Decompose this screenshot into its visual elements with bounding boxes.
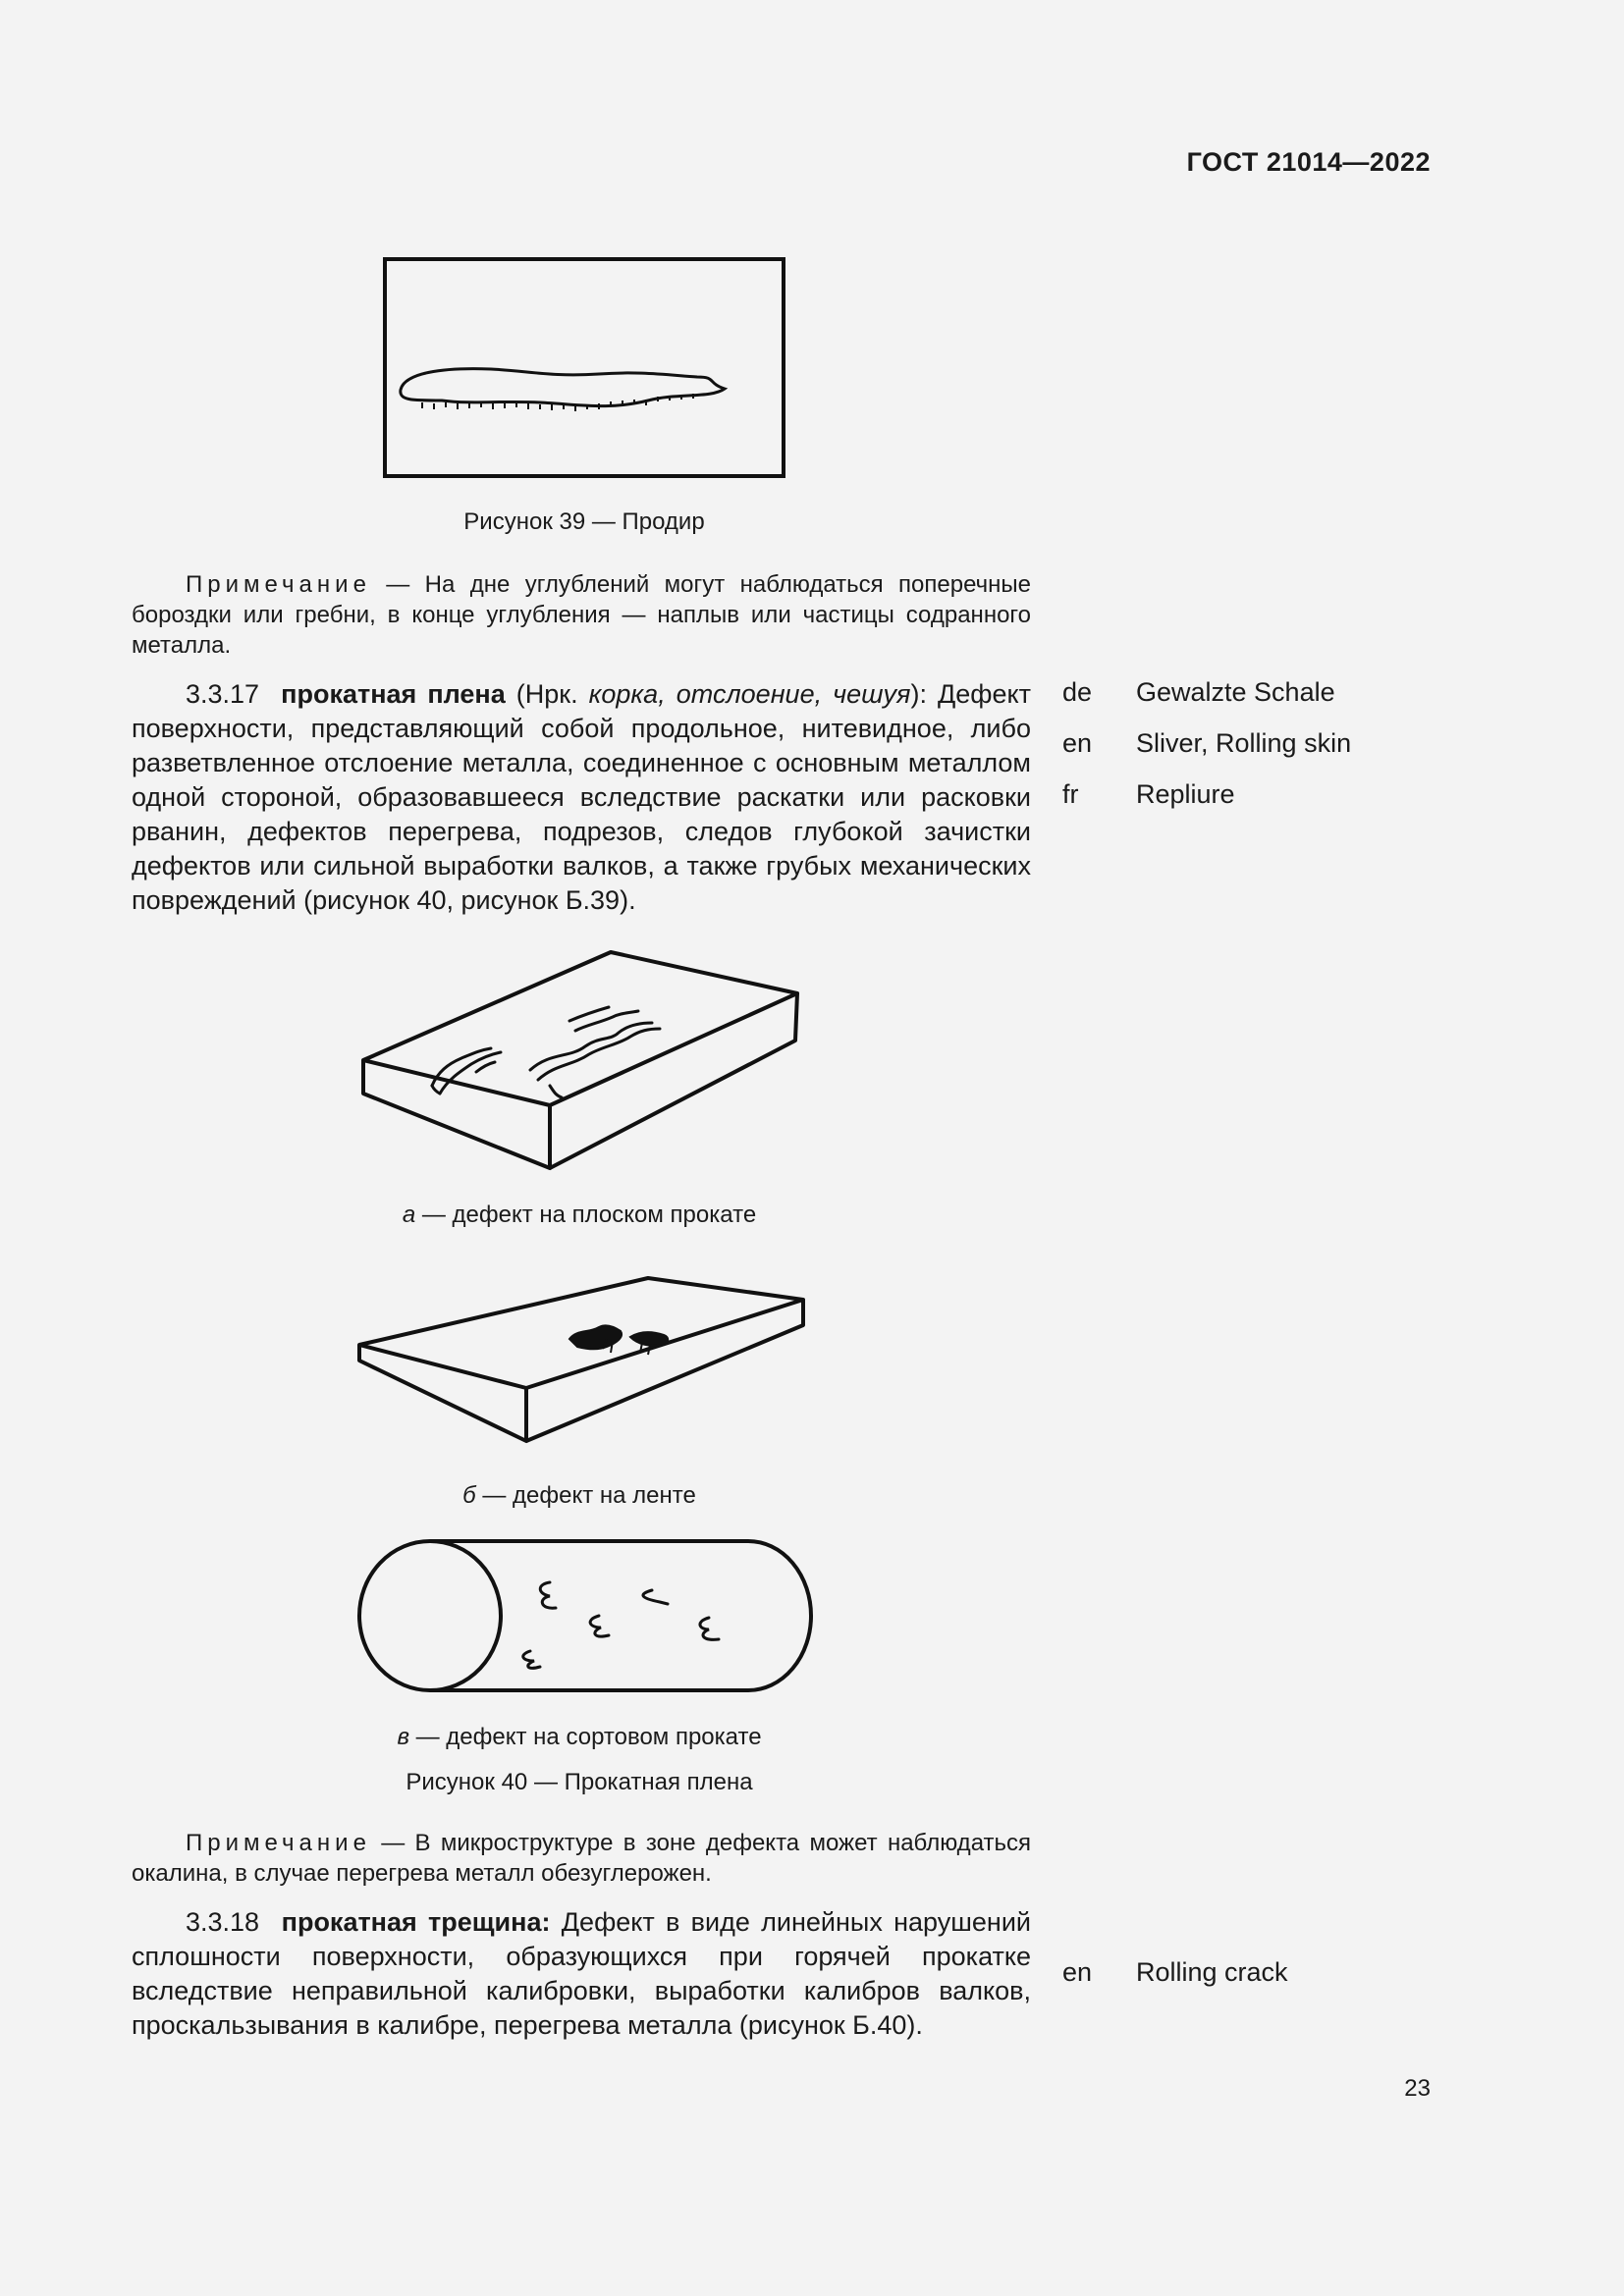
note-1-label: Примечание bbox=[186, 571, 371, 598]
figure-40a-drawing bbox=[353, 942, 805, 1178]
figure-39-drawing bbox=[383, 257, 785, 478]
figure-40c-drawing bbox=[355, 1537, 817, 1694]
document-code: ГОСТ 21014—2022 bbox=[1186, 147, 1431, 177]
subfigure-text: — дефект на ленте bbox=[475, 1482, 696, 1509]
term-name: прокатная трещина: bbox=[281, 1907, 551, 1937]
lang-term: Rolling crack bbox=[1136, 1957, 1288, 1987]
term-name: прокатная плена bbox=[281, 679, 506, 709]
lang-code: de bbox=[1062, 677, 1093, 707]
term-paren-open: (Нрк. bbox=[505, 679, 589, 709]
lang-code: en bbox=[1062, 728, 1093, 758]
term-paren-close: ): bbox=[910, 679, 938, 709]
page-number: 23 bbox=[1404, 2075, 1431, 2102]
subfigure-letter: в bbox=[397, 1724, 409, 1750]
non-recommended-terms: корка, отслоение, чешуя bbox=[588, 679, 911, 709]
figure-40-caption: Рисунок 40 — Прокатная плена bbox=[406, 1769, 753, 1795]
subfigure-text: — дефект на сортовом прокате bbox=[408, 1724, 762, 1750]
term-number: 3.3.17 bbox=[186, 679, 260, 709]
note-2-label: Примечание bbox=[186, 1830, 371, 1856]
term-definition: Дефект в виде линейных нарушений сплошности поверхности, образующихся при горячей прокатке вследствие неправильной калибровки, выработки калибров валков, проскальзывания в калибре, перегрева металла (рисунок Б.40). bbox=[132, 1907, 1031, 2040]
lang-code: en bbox=[1062, 1957, 1093, 1987]
subfigure-letter: а bbox=[402, 1201, 416, 1228]
subfigure-text: — дефект на плоском прокате bbox=[415, 1201, 757, 1228]
note-2-text: — В микроструктуре в зоне дефекта может наблюдаться окалина, в случае перегрева металл обезуглерожен. bbox=[132, 1830, 1031, 1887]
subfigure-letter: б bbox=[462, 1482, 476, 1509]
term-3-3-17 bbox=[132, 677, 1031, 918]
note-2 bbox=[132, 1828, 1031, 1889]
note-1 bbox=[132, 569, 1031, 661]
figure-40b-caption bbox=[255, 1482, 903, 1510]
lang-code: fr bbox=[1062, 779, 1079, 809]
term-3-3-18 bbox=[132, 1905, 1031, 2043]
figure-39-caption: Рисунок 39 — Продир bbox=[463, 508, 705, 535]
term-definition: Дефект поверхности, представляющий собой продольное, нитевидное, либо разветвленное отслоение металла, соединенное с основным металлом одной стороной, образовавшееся вследствие раскатки или расковки рванин, дефектов перегрева, подрезов, следов глубокой зачистки дефектов или сильной выработки валков, а также грубых механических повреждений (рисунок 40, рисунок Б.39). bbox=[132, 679, 1031, 915]
figure-40a-caption bbox=[255, 1201, 903, 1229]
term-number: 3.3.18 bbox=[186, 1907, 260, 1937]
figure-40b-drawing bbox=[353, 1266, 815, 1453]
note-1-text: — На дне углублений могут наблюдаться поперечные бороздки или гребни, в конце углубления — наплыв или частицы содранного металла. bbox=[132, 571, 1031, 659]
figure-40c-caption bbox=[255, 1724, 903, 1751]
lang-term: Gewalzte Schale bbox=[1136, 677, 1335, 707]
lang-term: Repliure bbox=[1136, 779, 1235, 809]
lang-term: Sliver, Rolling skin bbox=[1136, 728, 1352, 758]
